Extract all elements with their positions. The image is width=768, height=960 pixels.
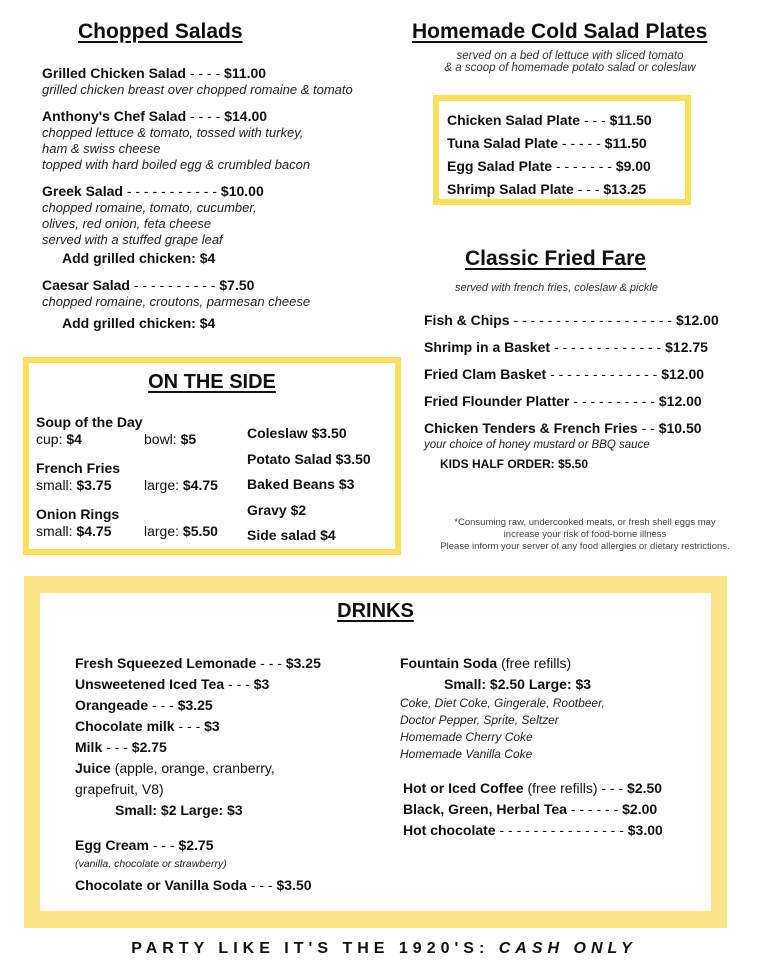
fountain-flavor: Coke, Diet Coke, Gingerale, Rootbeer, <box>400 696 605 710</box>
addon-grilled-chicken: Add grilled chicken: $4 <box>62 250 216 266</box>
dot-leader: - - - <box>577 181 600 197</box>
fried-fare-title: Classic Fried Fare <box>465 247 646 270</box>
dot-leader: - - - - <box>189 65 221 81</box>
disclaimer-line: *Consuming raw, undercooked meats, or fresh shell eggs may <box>454 517 716 528</box>
drink-lemonade <box>75 653 321 674</box>
menu-item-egg-salad-plate <box>447 155 652 178</box>
side-item-gravy: Gravy $2 <box>247 501 307 518</box>
item-name: Hot chocolate <box>403 822 496 838</box>
drink-egg-cream <box>75 835 321 856</box>
dot-leader: - - - - <box>190 108 221 124</box>
fountain-flavor: Homemade Cherry Coke <box>400 730 533 744</box>
size-label: bowl: <box>144 431 177 447</box>
item-name: Hot or Iced Coffee <box>403 780 524 796</box>
dot-leader: - - - <box>152 697 174 713</box>
chopped-salads-title: Chopped Salads <box>78 20 243 43</box>
note-line: served on a bed of lettuce with sliced tomato <box>456 50 684 62</box>
item-name: Fried Flounder Platter <box>424 393 570 409</box>
size-price: $3.75 <box>76 477 112 493</box>
item-name: Chocolate or Vanilla Soda <box>75 877 247 893</box>
item-name: Egg Salad Plate <box>447 158 553 174</box>
footer-tagline <box>0 940 768 958</box>
drink-chocolate-milk <box>75 716 321 737</box>
drink-tea <box>403 799 663 820</box>
item-price: $9.00 <box>615 158 651 174</box>
item-description: served with a stuffed grape leaf <box>42 232 223 247</box>
item-price: $3.25 <box>285 655 321 671</box>
item-price: $10.00 <box>220 183 264 199</box>
footer-text: PARTY LIKE IT'S THE 1920'S: <box>131 940 499 957</box>
dot-leader: - - - - - - - <box>555 158 612 174</box>
item-price: $2.75 <box>131 739 167 755</box>
item-price: $10.50 <box>658 420 702 436</box>
dot-leader: - - - <box>152 837 175 853</box>
item-price: $7.50 <box>219 277 255 293</box>
item-price: $14.00 <box>224 108 268 124</box>
item-price: $3.00 <box>627 822 663 838</box>
dot-leader: - - - <box>228 676 250 692</box>
item-price: $12.00 <box>658 393 702 409</box>
dot-leader: - - - <box>260 655 282 671</box>
item-name: Juice <box>75 760 111 776</box>
rings-sizes <box>36 523 218 539</box>
food-safety-disclaimer <box>415 517 755 553</box>
size-price: $5 <box>180 431 197 447</box>
dot-leader: - - - - - - - - - - - <box>126 183 218 199</box>
fries-sizes <box>36 477 218 493</box>
drink-chocolate-vanilla-soda <box>75 875 321 896</box>
item-name: Chicken Salad Plate <box>447 112 581 128</box>
item-name: Orangeade <box>75 697 149 713</box>
item-detail: (apple, orange, cranberry, <box>110 760 275 776</box>
item-name: Shrimp in a Basket <box>424 339 551 355</box>
fountain-flavor: Doctor Pepper, Sprite, Seltzer <box>400 713 559 727</box>
item-price: $12.00 <box>675 312 719 328</box>
dot-leader: - - - - - - - - - - - - - <box>550 366 658 382</box>
item-name: Chocolate milk <box>75 718 175 734</box>
item-name: Egg Cream <box>75 837 149 853</box>
item-price: $11.50 <box>604 135 647 151</box>
drink-fountain-soda <box>400 653 663 674</box>
item-price: $13.25 <box>603 181 647 197</box>
item-name: Caesar Salad <box>42 277 130 293</box>
item-description: olives, red onion, feta cheese <box>42 216 212 231</box>
side-item-soup: Soup of the Day <box>36 414 143 430</box>
item-name: Milk <box>75 739 103 755</box>
size-price: $4.75 <box>76 523 112 539</box>
side-left-column <box>36 413 218 539</box>
drinks-title: DRINKS <box>337 600 414 622</box>
fountain-sizes: Small: $2.50 Large: $3 <box>444 676 592 692</box>
item-price: $3.50 <box>276 877 312 893</box>
dot-leader: - - - <box>583 112 606 128</box>
large-size <box>144 523 218 539</box>
size-label: small: <box>36 477 73 493</box>
dot-leader: - - - <box>601 780 624 796</box>
dot-leader: - - <box>641 420 655 436</box>
kids-half-order: KIDS HALF ORDER: $5.50 <box>440 457 589 471</box>
menu-item-shrimp-salad-plate <box>447 178 652 201</box>
item-price: $11.00 <box>224 65 267 81</box>
item-price: $12.75 <box>665 339 708 355</box>
dot-leader: - - - - - - <box>570 801 619 817</box>
side-item-french-fries: French Fries <box>36 460 121 476</box>
item-name: Greek Salad <box>42 183 123 199</box>
menu-item-grilled-chicken-salad <box>42 64 353 82</box>
item-price: $3 <box>204 718 220 734</box>
dot-leader: - - - - - - - - - - <box>573 393 655 409</box>
menu-item-shrimp-basket <box>424 334 719 361</box>
cash-only: CASH ONLY <box>498 940 637 957</box>
item-name: Fish & Chips <box>424 312 510 328</box>
soup-sizes <box>36 431 197 447</box>
menu-item-chef-salad <box>42 107 353 125</box>
item-price: $12.00 <box>661 366 705 382</box>
fried-fare-list <box>424 307 719 473</box>
drink-juice <box>75 758 321 779</box>
menu-item-greek-salad <box>42 182 353 200</box>
chopped-salads-list <box>42 64 353 332</box>
bowl-size <box>144 431 196 447</box>
size-price: $5.50 <box>182 523 218 539</box>
side-item-onion-rings: Onion Rings <box>36 506 120 522</box>
size-label: cup: <box>36 431 63 447</box>
tenders-description: your choice of honey mustard or BBQ sauce <box>424 439 650 451</box>
on-the-side-box <box>23 357 401 555</box>
drinks-left-column <box>75 653 321 896</box>
disclaimer-line: Please inform your server of any food allergies or dietary restrictions. <box>440 541 730 552</box>
size-label: large: <box>144 523 180 539</box>
on-the-side-title: ON THE SIDE <box>148 371 276 393</box>
item-name: Anthony's Chef Salad <box>42 108 187 124</box>
drink-milk <box>75 737 321 758</box>
juice-detail-line2: grapefruit, V8) <box>75 781 164 797</box>
item-detail: (free refills) <box>497 655 572 671</box>
item-name: Fried Clam Basket <box>424 366 547 382</box>
menu-item-caesar-salad <box>42 276 353 294</box>
item-name: Unsweetened Iced Tea <box>75 676 225 692</box>
item-price: $3 <box>253 676 270 692</box>
large-size <box>144 477 218 493</box>
fountain-flavor: Homemade Vanilla Coke <box>400 747 533 761</box>
side-item-baked-beans: Baked Beans $3 <box>247 476 355 492</box>
drinks-panel <box>40 593 711 911</box>
drinks-right-column <box>400 653 663 841</box>
side-item-potato-salad: Potato Salad $3.50 <box>247 450 371 467</box>
item-description: chopped romaine, tomato, cucumber, <box>42 200 257 215</box>
item-name: Chicken Tenders & French Fries <box>424 420 638 436</box>
dot-leader: - - - - - - - - - - <box>133 277 216 293</box>
drink-coffee <box>403 778 663 799</box>
item-name: Fresh Squeezed Lemonade <box>75 655 257 671</box>
menu-item-tuna-salad-plate <box>447 132 652 155</box>
size-label: large: <box>144 477 180 493</box>
cold-salad-plates-title: Homemade Cold Salad Plates <box>412 20 708 43</box>
item-name: Fountain Soda <box>400 655 498 671</box>
dot-leader: - - - - - - - - - - - - - - - - - - - <box>513 312 673 328</box>
drink-iced-tea <box>75 674 321 695</box>
menu-item-fried-flounder <box>424 388 719 415</box>
item-price: $2.50 <box>627 780 663 796</box>
size-price: $4.75 <box>182 477 218 493</box>
item-description: ham & swiss cheese <box>42 141 161 156</box>
juice-sizes: Small: $2 Large: $3 <box>115 802 243 818</box>
cold-plates-box <box>433 95 691 205</box>
side-item-coleslaw: Coleslaw $3.50 <box>247 425 347 441</box>
size-price: $4 <box>66 431 82 447</box>
item-price: $3.25 <box>177 697 213 713</box>
item-price: $2.75 <box>178 837 214 853</box>
item-name: Shrimp Salad Plate <box>447 181 574 197</box>
size-label: small: <box>36 523 73 539</box>
dot-leader: - - - <box>106 739 128 755</box>
menu-item-chicken-salad-plate <box>447 109 652 132</box>
item-name: Grilled Chicken Salad <box>42 65 186 81</box>
item-description: chopped lettuce & tomato, tossed with turkey, <box>42 125 304 140</box>
side-item-side-salad: Side salad $4 <box>247 527 336 543</box>
egg-cream-description: (vanilla, chocolate or strawberry) <box>75 858 227 870</box>
dot-leader: - - - <box>250 877 273 893</box>
menu-item-fried-clam-basket <box>424 361 719 388</box>
item-name: Tuna Salad Plate <box>447 135 558 151</box>
dot-leader: - - - - - <box>561 135 601 151</box>
addon-grilled-chicken: Add grilled chicken: $4 <box>62 315 216 331</box>
item-name: Black, Green, Herbal Tea <box>403 801 567 817</box>
drink-hot-chocolate <box>403 820 663 841</box>
item-price: $11.50 <box>609 112 652 128</box>
cold-plates-note <box>420 50 720 74</box>
dot-leader: - - - - - - - - - - - - - - - <box>499 822 624 838</box>
side-right-column <box>247 421 371 549</box>
item-description: topped with hard boiled egg & crumbled bacon <box>42 157 311 172</box>
disclaimer-line: increase your risk of food-borne illness <box>503 529 667 540</box>
note-line: & a scoop of homemade potato salad or coleslaw <box>444 62 696 74</box>
item-detail: (free refills) <box>523 780 598 796</box>
fried-fare-note: served with french fries, coleslaw & pickle <box>455 282 658 294</box>
menu-item-fish-chips <box>424 307 719 334</box>
item-price: $2.00 <box>622 801 658 817</box>
item-description: chopped romaine, croutons, parmesan cheese <box>42 294 311 309</box>
hot-drinks-list <box>403 778 663 841</box>
dot-leader: - - - - - - - - - - - - - <box>553 339 662 355</box>
drink-orangeade <box>75 695 321 716</box>
item-description: grilled chicken breast over chopped romaine & tomato <box>42 82 353 97</box>
dot-leader: - - - <box>178 718 201 734</box>
